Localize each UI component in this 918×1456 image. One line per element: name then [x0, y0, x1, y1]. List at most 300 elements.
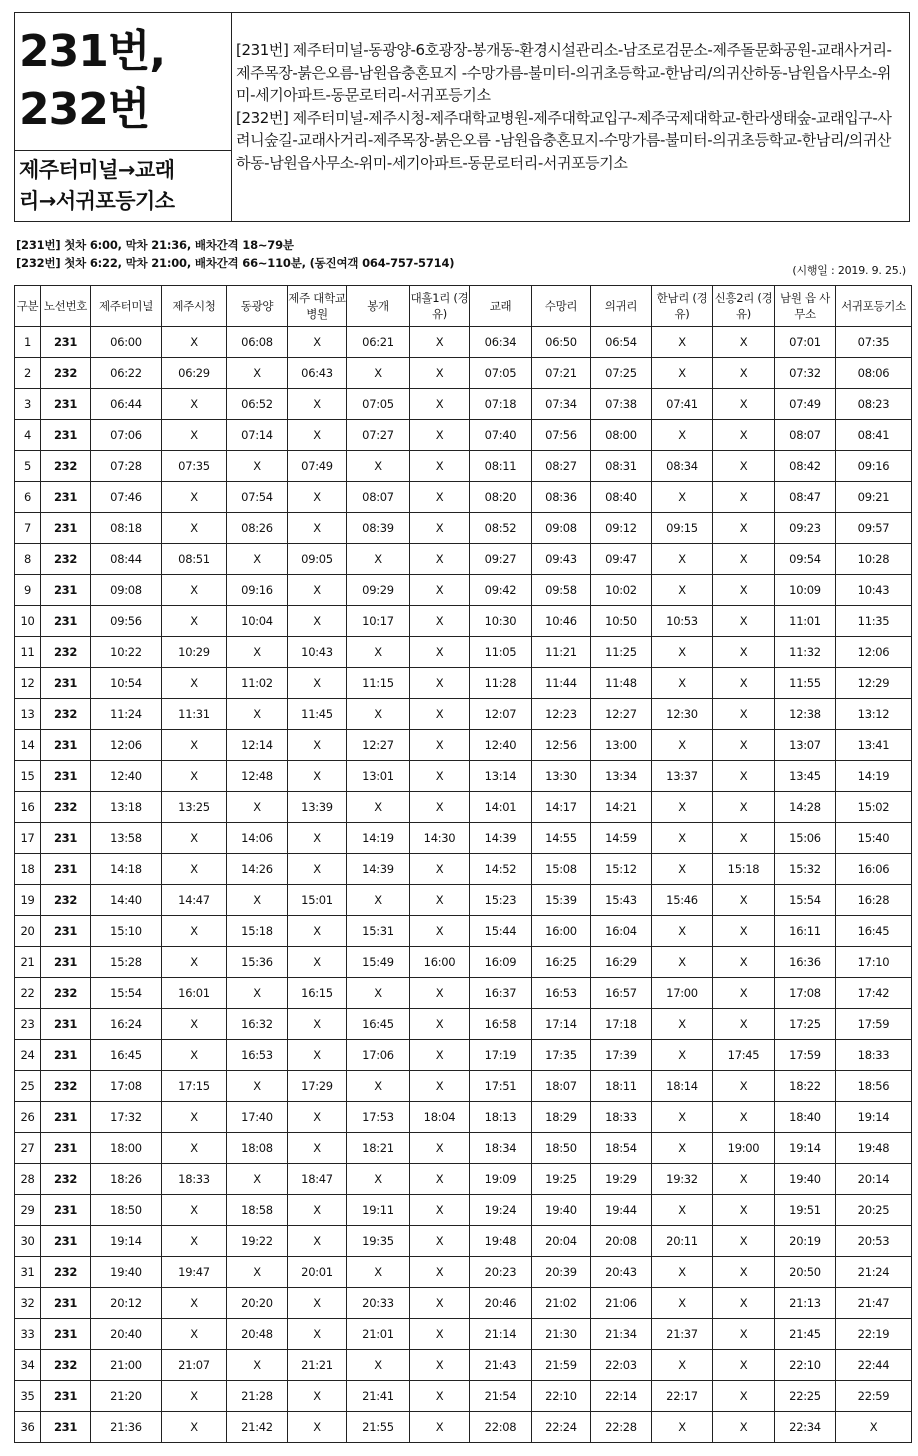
time-cell: 08:27: [532, 451, 591, 482]
time-cell: X: [410, 606, 470, 637]
time-cell: X: [410, 389, 470, 420]
time-cell: 11:31: [162, 699, 227, 730]
table-row: [15, 699, 912, 730]
time-cell: 21:36: [91, 1412, 162, 1443]
table-row: [15, 1350, 912, 1381]
time-cell: 12:23: [532, 699, 591, 730]
time-cell: X: [347, 699, 410, 730]
time-cell: 08:00: [591, 420, 652, 451]
time-cell: 08:51: [162, 544, 227, 575]
table-row: [15, 389, 912, 420]
time-cell: 18:29: [532, 1102, 591, 1133]
row-number: 34: [15, 1350, 41, 1381]
time-cell: 20:20: [227, 1288, 288, 1319]
time-cell: 17:42: [836, 978, 912, 1009]
time-cell: 14:39: [347, 854, 410, 885]
time-cell: X: [652, 358, 713, 389]
time-cell: 17:06: [347, 1040, 410, 1071]
time-cell: 15:44: [470, 916, 532, 947]
time-cell: 15:54: [775, 885, 836, 916]
time-cell: 21:41: [347, 1381, 410, 1412]
time-cell: 19:47: [162, 1257, 227, 1288]
time-cell: X: [288, 668, 347, 699]
route-number-cell: 232: [41, 544, 91, 575]
time-cell: 17:35: [532, 1040, 591, 1071]
time-cell: X: [162, 1009, 227, 1040]
time-cell: X: [347, 1164, 410, 1195]
row-number: 10: [15, 606, 41, 637]
time-cell: 12:56: [532, 730, 591, 761]
column-header: 한남리 (경유): [652, 286, 713, 327]
time-cell: 15:01: [288, 885, 347, 916]
column-header: 남원 읍 사무소: [775, 286, 836, 327]
time-cell: 09:05: [288, 544, 347, 575]
time-cell: 21:13: [775, 1288, 836, 1319]
time-cell: 16:00: [532, 916, 591, 947]
time-cell: 07:28: [91, 451, 162, 482]
time-cell: 08:31: [591, 451, 652, 482]
time-cell: X: [288, 761, 347, 792]
time-cell: X: [347, 544, 410, 575]
row-number: 27: [15, 1133, 41, 1164]
time-cell: X: [288, 482, 347, 513]
time-cell: 18:00: [91, 1133, 162, 1164]
time-cell: 12:29: [836, 668, 912, 699]
row-number: 24: [15, 1040, 41, 1071]
time-cell: X: [162, 389, 227, 420]
time-cell: 09:16: [836, 451, 912, 482]
effective-date: (시행일 : 2019. 9. 25.): [792, 264, 906, 277]
time-cell: 22:03: [591, 1350, 652, 1381]
table-row: [15, 1164, 912, 1195]
route-number-cell: 231: [41, 327, 91, 358]
time-cell: X: [410, 792, 470, 823]
time-cell: 12:07: [470, 699, 532, 730]
time-cell: 18:33: [162, 1164, 227, 1195]
time-cell: X: [713, 916, 775, 947]
time-cell: 11:48: [591, 668, 652, 699]
time-cell: 08:44: [91, 544, 162, 575]
time-cell: 17:25: [775, 1009, 836, 1040]
time-cell: 22:59: [836, 1381, 912, 1412]
time-cell: X: [227, 1071, 288, 1102]
time-cell: 16:06: [836, 854, 912, 885]
row-number: 15: [15, 761, 41, 792]
time-cell: 06:54: [591, 327, 652, 358]
time-cell: 13:12: [836, 699, 912, 730]
time-cell: 14:19: [836, 761, 912, 792]
time-cell: 21:30: [532, 1319, 591, 1350]
time-cell: X: [713, 1102, 775, 1133]
route-number-cell: 231: [41, 1226, 91, 1257]
time-cell: 22:17: [652, 1381, 713, 1412]
time-cell: 15:54: [91, 978, 162, 1009]
time-cell: X: [713, 544, 775, 575]
time-cell: 20:33: [347, 1288, 410, 1319]
time-cell: 17:19: [470, 1040, 532, 1071]
time-cell: X: [410, 420, 470, 451]
route-number-cell: 231: [41, 730, 91, 761]
route-number-cell: 232: [41, 885, 91, 916]
route-number-cell: 231: [41, 854, 91, 885]
time-cell: 18:26: [91, 1164, 162, 1195]
table-row: [15, 1009, 912, 1040]
time-cell: X: [713, 1009, 775, 1040]
route-descriptions: [232, 13, 909, 221]
time-cell: 16:37: [470, 978, 532, 1009]
time-cell: 21:00: [91, 1350, 162, 1381]
time-cell: X: [713, 699, 775, 730]
table-row: [15, 1319, 912, 1350]
time-cell: 15:49: [347, 947, 410, 978]
table-row: [15, 730, 912, 761]
time-cell: 07:32: [775, 358, 836, 389]
row-number: 5: [15, 451, 41, 482]
row-number: 4: [15, 420, 41, 451]
route-number-cell: 232: [41, 978, 91, 1009]
time-cell: X: [162, 1226, 227, 1257]
time-cell: X: [288, 823, 347, 854]
time-cell: X: [162, 1381, 227, 1412]
table-row: [15, 823, 912, 854]
time-cell: 07:25: [591, 358, 652, 389]
time-cell: 17:14: [532, 1009, 591, 1040]
time-cell: 18:50: [532, 1133, 591, 1164]
time-cell: 12:06: [91, 730, 162, 761]
time-cell: X: [347, 978, 410, 1009]
row-number: 32: [15, 1288, 41, 1319]
time-cell: 21:54: [470, 1381, 532, 1412]
time-cell: 09:08: [532, 513, 591, 544]
time-cell: X: [162, 575, 227, 606]
time-cell: 20:43: [591, 1257, 652, 1288]
route-number-cell: 231: [41, 1009, 91, 1040]
service-info: [16, 236, 454, 272]
row-number: 33: [15, 1319, 41, 1350]
time-cell: X: [162, 730, 227, 761]
time-cell: 15:46: [652, 885, 713, 916]
route-number-cell: 231: [41, 916, 91, 947]
time-cell: 21:07: [162, 1350, 227, 1381]
time-cell: X: [652, 544, 713, 575]
time-cell: X: [347, 451, 410, 482]
time-cell: 13:34: [591, 761, 652, 792]
time-cell: X: [227, 792, 288, 823]
time-cell: 16:24: [91, 1009, 162, 1040]
time-cell: 14:47: [162, 885, 227, 916]
time-cell: 17:29: [288, 1071, 347, 1102]
time-cell: 10:54: [91, 668, 162, 699]
time-cell: X: [652, 1350, 713, 1381]
time-cell: 09:16: [227, 575, 288, 606]
table-row: [15, 420, 912, 451]
table-row: [15, 513, 912, 544]
time-cell: 13:45: [775, 761, 836, 792]
timetable: [14, 285, 912, 1443]
table-row: [15, 358, 912, 389]
time-cell: X: [288, 1133, 347, 1164]
time-cell: 18:21: [347, 1133, 410, 1164]
time-cell: 08:40: [591, 482, 652, 513]
table-row: [15, 1040, 912, 1071]
time-cell: 09:27: [470, 544, 532, 575]
time-cell: 11:25: [591, 637, 652, 668]
time-cell: 17:08: [775, 978, 836, 1009]
route-number-cell: 231: [41, 1195, 91, 1226]
time-cell: 08:26: [227, 513, 288, 544]
time-cell: 10:43: [288, 637, 347, 668]
time-cell: X: [713, 1288, 775, 1319]
time-cell: X: [410, 730, 470, 761]
time-cell: 06:50: [532, 327, 591, 358]
time-cell: 19:40: [775, 1164, 836, 1195]
time-cell: X: [162, 606, 227, 637]
time-cell: X: [410, 1412, 470, 1443]
column-header: 봉개: [347, 286, 410, 327]
route-232-description: [232번] 제주터미널-제주시청-제주대학교병원-제주대학교입구-제주국제대학교-한라생태숲-교래입구-사려니숲길-교래사거리-제주목장-붉은오름 -남원읍충혼묘지-수망가름-불미터-의귀초등학교-한남리/의귀산하동-남원읍사무소-위미-세기아파트-동문로터리-서귀포등기소: [236, 108, 892, 172]
route-number-line2: 232번: [19, 84, 150, 135]
time-cell: 15:18: [713, 854, 775, 885]
route-number-cell: 231: [41, 668, 91, 699]
time-cell: 06:21: [347, 327, 410, 358]
row-number: 7: [15, 513, 41, 544]
route-number-cell: 232: [41, 637, 91, 668]
time-cell: X: [162, 1319, 227, 1350]
time-cell: 20:04: [532, 1226, 591, 1257]
time-cell: X: [652, 327, 713, 358]
time-cell: 09:56: [91, 606, 162, 637]
time-cell: X: [347, 1350, 410, 1381]
row-number: 6: [15, 482, 41, 513]
time-cell: 20:25: [836, 1195, 912, 1226]
time-cell: 13:41: [836, 730, 912, 761]
time-cell: 16:00: [410, 947, 470, 978]
time-cell: 15:23: [470, 885, 532, 916]
time-cell: 13:14: [470, 761, 532, 792]
route-number-cell: 231: [41, 389, 91, 420]
time-cell: 12:27: [591, 699, 652, 730]
time-cell: 10:29: [162, 637, 227, 668]
time-cell: 20:14: [836, 1164, 912, 1195]
time-cell: 14:55: [532, 823, 591, 854]
time-cell: X: [410, 699, 470, 730]
table-row: [15, 575, 912, 606]
time-cell: X: [713, 1350, 775, 1381]
time-cell: 21:45: [775, 1319, 836, 1350]
route-number-cell: 232: [41, 358, 91, 389]
time-cell: X: [713, 1164, 775, 1195]
time-cell: X: [652, 1288, 713, 1319]
time-cell: 12:38: [775, 699, 836, 730]
time-cell: 12:27: [347, 730, 410, 761]
time-cell: 12:30: [652, 699, 713, 730]
time-cell: 08:23: [836, 389, 912, 420]
time-cell: 14:21: [591, 792, 652, 823]
time-cell: 20:01: [288, 1257, 347, 1288]
time-cell: 15:39: [532, 885, 591, 916]
time-cell: X: [227, 1257, 288, 1288]
table-row: [15, 1381, 912, 1412]
time-cell: 13:07: [775, 730, 836, 761]
time-cell: X: [410, 1164, 470, 1195]
time-cell: 15:06: [775, 823, 836, 854]
route-number-cell: 231: [41, 761, 91, 792]
time-cell: X: [162, 420, 227, 451]
time-cell: 10:46: [532, 606, 591, 637]
table-row: [15, 544, 912, 575]
time-cell: X: [652, 1133, 713, 1164]
time-cell: 16:29: [591, 947, 652, 978]
time-cell: 16:45: [836, 916, 912, 947]
time-cell: 15:43: [591, 885, 652, 916]
route-number-cell: 231: [41, 1040, 91, 1071]
time-cell: 18:50: [91, 1195, 162, 1226]
time-cell: 13:30: [532, 761, 591, 792]
column-header: 의귀리: [591, 286, 652, 327]
time-cell: 16:45: [91, 1040, 162, 1071]
time-cell: 17:59: [775, 1040, 836, 1071]
time-cell: 20:46: [470, 1288, 532, 1319]
time-cell: 07:56: [532, 420, 591, 451]
time-cell: X: [652, 916, 713, 947]
time-cell: X: [713, 792, 775, 823]
time-cell: X: [713, 358, 775, 389]
time-cell: 11:05: [470, 637, 532, 668]
time-cell: X: [347, 792, 410, 823]
time-cell: 11:45: [288, 699, 347, 730]
time-cell: 16:28: [836, 885, 912, 916]
time-cell: X: [227, 451, 288, 482]
time-cell: 11:15: [347, 668, 410, 699]
time-cell: 19:48: [470, 1226, 532, 1257]
time-cell: 22:24: [532, 1412, 591, 1443]
row-number: 30: [15, 1226, 41, 1257]
time-cell: X: [713, 885, 775, 916]
column-header: 교래: [470, 286, 532, 327]
column-header: 제주 대학교병원: [288, 286, 347, 327]
row-number: 13: [15, 699, 41, 730]
time-cell: 07:38: [591, 389, 652, 420]
time-cell: 18:34: [470, 1133, 532, 1164]
time-cell: 22:25: [775, 1381, 836, 1412]
time-cell: 20:53: [836, 1226, 912, 1257]
time-cell: X: [652, 1009, 713, 1040]
service-info-231: [231번] 첫차 6:00, 막차 21:36, 배차간격 18~79분: [16, 238, 294, 252]
time-cell: X: [410, 1288, 470, 1319]
time-cell: 22:08: [470, 1412, 532, 1443]
time-cell: 08:11: [470, 451, 532, 482]
header-box: [14, 12, 910, 222]
time-cell: 07:35: [836, 327, 912, 358]
time-cell: 18:13: [470, 1102, 532, 1133]
time-cell: 14:39: [470, 823, 532, 854]
time-cell: 11:21: [532, 637, 591, 668]
time-cell: X: [652, 420, 713, 451]
time-cell: X: [713, 1381, 775, 1412]
time-cell: 21:42: [227, 1412, 288, 1443]
time-cell: 09:43: [532, 544, 591, 575]
time-cell: X: [410, 1071, 470, 1102]
time-cell: 19:24: [470, 1195, 532, 1226]
time-cell: X: [713, 482, 775, 513]
time-cell: 15:40: [836, 823, 912, 854]
time-cell: X: [162, 482, 227, 513]
time-cell: 19:35: [347, 1226, 410, 1257]
time-cell: 20:39: [532, 1257, 591, 1288]
time-cell: 07:49: [288, 451, 347, 482]
time-cell: 08:20: [470, 482, 532, 513]
time-cell: X: [162, 327, 227, 358]
time-cell: 10:02: [591, 575, 652, 606]
time-cell: X: [652, 482, 713, 513]
time-cell: 08:47: [775, 482, 836, 513]
time-cell: X: [162, 854, 227, 885]
time-cell: X: [713, 327, 775, 358]
row-number: 22: [15, 978, 41, 1009]
time-cell: X: [410, 761, 470, 792]
time-cell: 21:28: [227, 1381, 288, 1412]
row-number: 18: [15, 854, 41, 885]
time-cell: 13:25: [162, 792, 227, 823]
time-cell: 06:52: [227, 389, 288, 420]
time-cell: X: [713, 1195, 775, 1226]
time-cell: X: [288, 1102, 347, 1133]
time-cell: 22:28: [591, 1412, 652, 1443]
time-cell: X: [288, 513, 347, 544]
time-cell: 07:21: [532, 358, 591, 389]
table-row: [15, 885, 912, 916]
time-cell: X: [652, 637, 713, 668]
time-cell: X: [410, 1350, 470, 1381]
route-number-cell: 232: [41, 792, 91, 823]
time-cell: 09:58: [532, 575, 591, 606]
table-row: [15, 451, 912, 482]
time-cell: 14:28: [775, 792, 836, 823]
time-cell: 10:53: [652, 606, 713, 637]
time-cell: X: [410, 978, 470, 1009]
row-number: 9: [15, 575, 41, 606]
time-cell: 10:17: [347, 606, 410, 637]
time-cell: 11:32: [775, 637, 836, 668]
route-number-cell: 231: [41, 1133, 91, 1164]
time-cell: 22:10: [532, 1381, 591, 1412]
row-number: 31: [15, 1257, 41, 1288]
row-number: 20: [15, 916, 41, 947]
time-cell: X: [410, 668, 470, 699]
time-cell: 08:52: [470, 513, 532, 544]
time-cell: 08:36: [532, 482, 591, 513]
time-cell: 19:25: [532, 1164, 591, 1195]
table-row: [15, 327, 912, 358]
route-number-cell: 231: [41, 1412, 91, 1443]
time-cell: 17:39: [591, 1040, 652, 1071]
time-cell: X: [162, 1195, 227, 1226]
column-header: 수망리: [532, 286, 591, 327]
route-number-cell: 231: [41, 947, 91, 978]
time-cell: 20:12: [91, 1288, 162, 1319]
service-info-232: [232번] 첫차 6:22, 막차 21:00, 배차간격 66~110분, (동진여객 064-757-5714): [16, 256, 455, 270]
time-cell: 15:28: [91, 947, 162, 978]
time-cell: 22:10: [775, 1350, 836, 1381]
time-cell: 17:10: [836, 947, 912, 978]
time-cell: X: [410, 1009, 470, 1040]
time-cell: 14:18: [91, 854, 162, 885]
time-cell: 16:53: [227, 1040, 288, 1071]
time-cell: X: [410, 544, 470, 575]
time-cell: 16:36: [775, 947, 836, 978]
table-row: [15, 916, 912, 947]
time-cell: X: [162, 1288, 227, 1319]
